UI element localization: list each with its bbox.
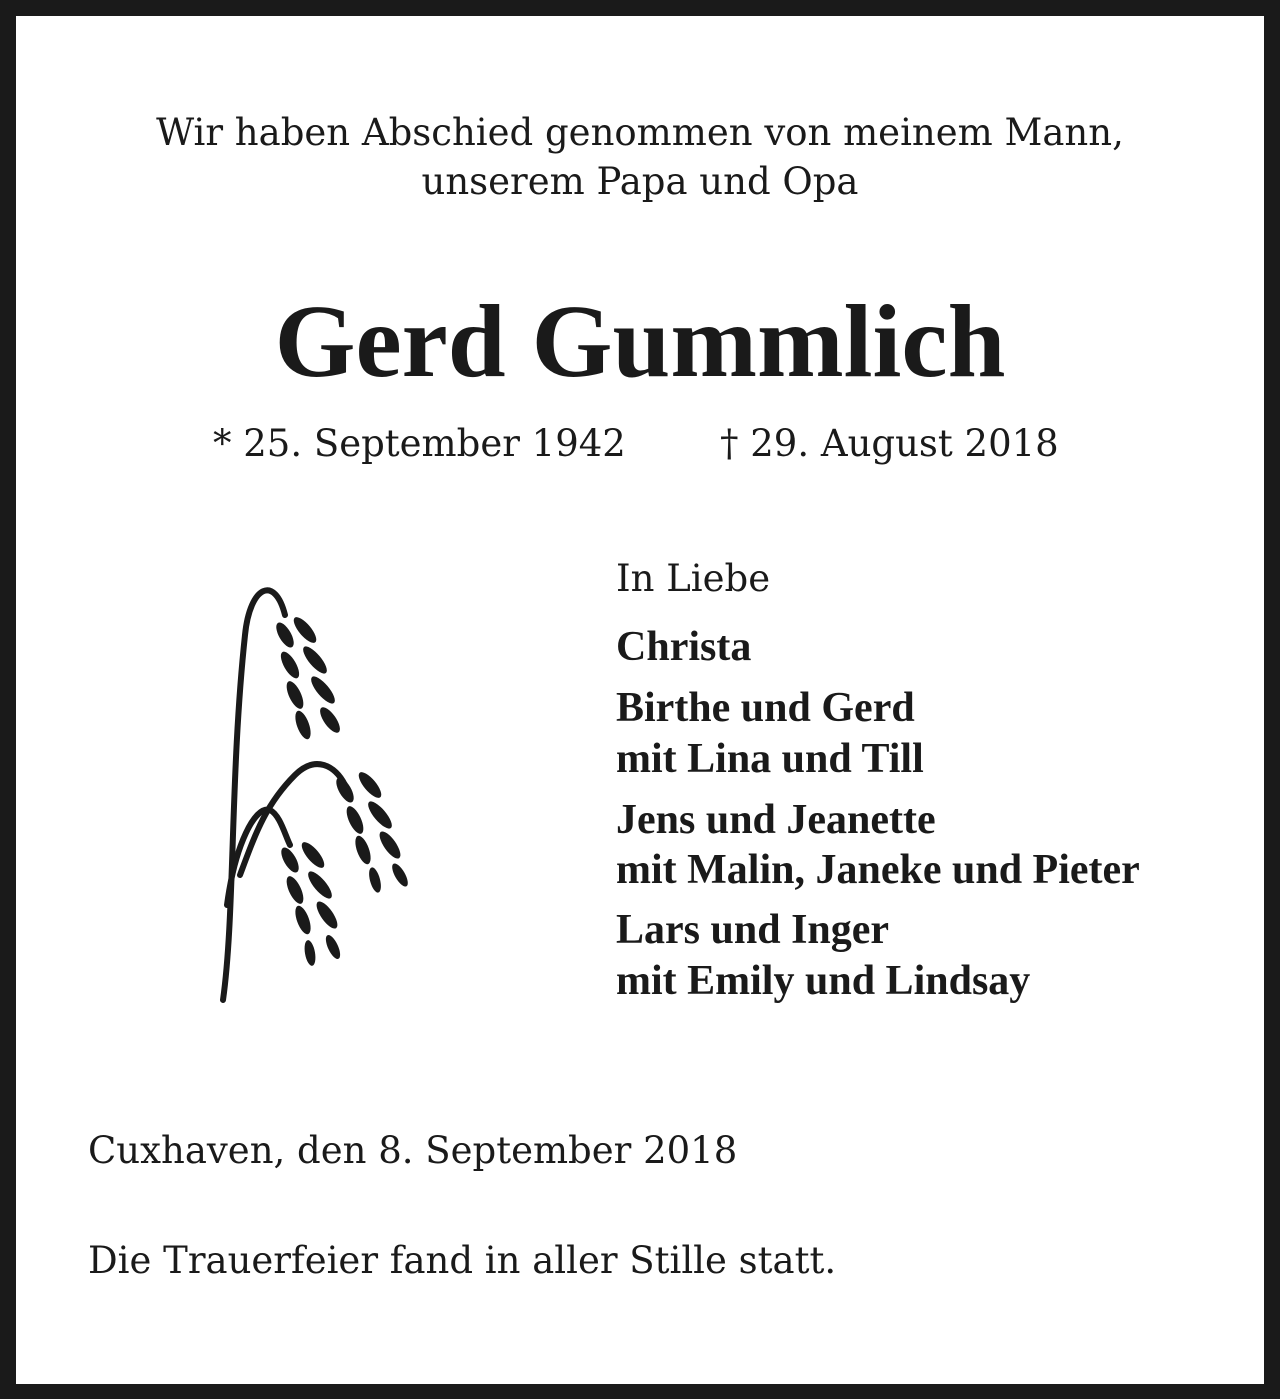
intro-line-2: unserem Papa und Opa [421,160,859,203]
family-line: Birthe und Gerd [616,685,915,731]
death-date: † 29. August 2018 [720,422,1059,465]
family-line: mit Lina und Till [616,736,924,782]
family-heading: In Liebe [616,557,771,600]
deceased-name: Gerd Gummlich [274,284,1006,399]
family-line: mit Emily und Lindsay [616,958,1031,1004]
intro-line-1: Wir haben Abschied genommen von meinem Mann, [156,111,1124,154]
funeral-note: Die Trauerfeier fand in aller Stille statt. [88,1239,837,1282]
family-line: Lars und Inger [616,907,890,953]
family-line: Christa [616,624,752,670]
wheat-icon [215,575,435,1015]
birth-date: * 25. September 1942 [213,422,626,465]
family-line: Jens und Jeanette [616,797,936,843]
place-date: Cuxhaven, den 8. September 2018 [88,1129,738,1172]
family-line: mit Malin, Janeke und Pieter [616,847,1140,893]
